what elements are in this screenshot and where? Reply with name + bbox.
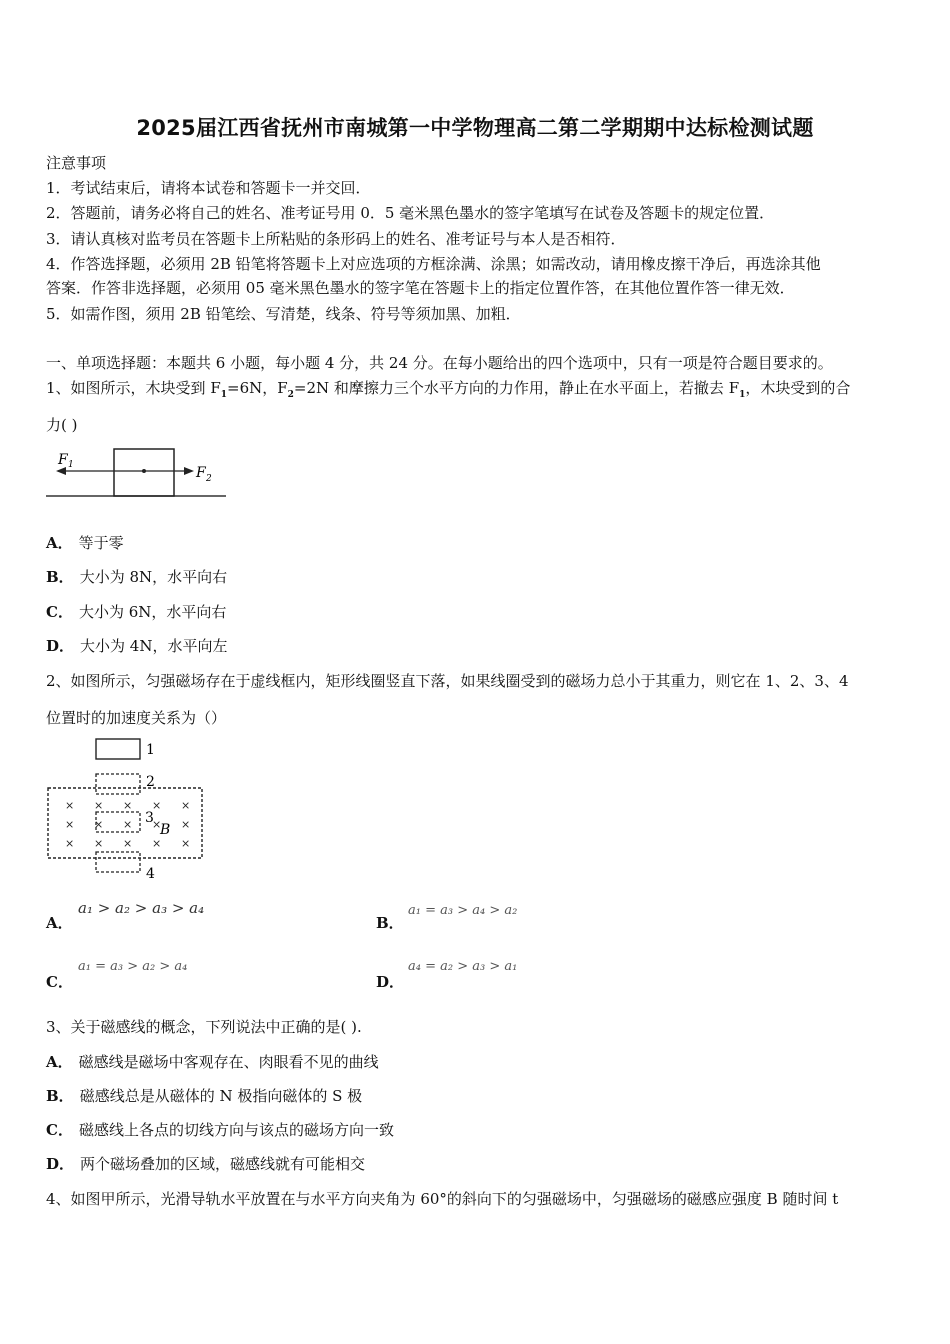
x-mark: × (123, 837, 133, 850)
q2-option-c (46, 971, 79, 992)
q2-figure (44, 734, 214, 884)
q4-stem: 4、如图甲所示，光滑导轨水平放置在与水平方向夹角为 60°的斜向下的匀强磁场中，匀强磁场的磁感应强度 B 随时间 t (46, 1190, 839, 1208)
q2-option-c-formula: a₁ = a₃ > a₂ > a₄ (78, 959, 188, 974)
option-text: 大小为 8N，水平向右 (79, 568, 228, 586)
q3-option-a (46, 1051, 379, 1072)
q1-stem-part: ，木块受到的合 (745, 379, 851, 397)
option-text: 等于零 (78, 534, 124, 552)
x-mark: × (123, 799, 133, 812)
notice-item: 答案．作答非选择题，必须用 05 毫米黑色墨水的签字笔在答题卡上的指定位置作答，在其他位置作答一律无效． (46, 279, 795, 297)
q1-stem-part: =2N 和摩擦力三个水平方向的力作用，静止在水平面上，若撤去 F (293, 379, 740, 397)
q3-stem: 3、关于磁感线的概念，下列说法中正确的是( ). (46, 1018, 362, 1036)
option-letter: A． (46, 914, 73, 932)
q1-option-a (46, 532, 124, 553)
option-letter: B． (376, 914, 404, 932)
x-mark: × (65, 818, 75, 831)
option-letter: C． (46, 973, 73, 991)
option-letter: B． (46, 1087, 74, 1105)
label-position-1: 1 (146, 742, 155, 758)
label-f1: F (58, 452, 68, 468)
x-mark: × (181, 818, 191, 831)
q1-sub: 1 (739, 390, 746, 400)
coil-position-1 (96, 739, 140, 759)
option-letter: C． (46, 603, 73, 621)
q1-option-c (46, 601, 226, 622)
label-f1-sub: 1 (68, 460, 74, 470)
page-title: 2025届江西省抚州市南城第一中学物理高二第二学期期中达标检测试题 (136, 116, 814, 140)
notice-item: 5．如需作图，须用 2B 铅笔绘、写清楚，线条、符号等须加黑、加粗． (46, 305, 521, 323)
x-mark: × (152, 837, 162, 850)
q1-stem (46, 377, 850, 400)
q2-option-a-formula: a₁ > a₂ > a₃ > a₄ (78, 899, 205, 917)
option-text: 磁感线上各点的切线方向与该点的磁场方向一致 (78, 1121, 394, 1139)
q2-option-b-formula: a₁ = a₃ > a₄ > a₂ (408, 903, 518, 918)
option-letter: A． (46, 534, 73, 552)
label-f2: F (196, 465, 206, 481)
notice-item: 2．答题前，请务必将自己的姓名、准考证号用 0．5 毫米黑色墨水的签字笔填写在试卷及答题卡的规定位置． (46, 204, 775, 222)
label-field-b: B (160, 822, 171, 838)
x-mark: × (152, 818, 162, 831)
coil-position-4 (96, 852, 140, 872)
q1-option-b (46, 566, 227, 587)
q2-option-d (376, 971, 410, 992)
option-text: 大小为 4N，水平向左 (80, 637, 228, 655)
label-position-3: 3 (145, 810, 154, 826)
q1-stem-part: =6N，F (227, 379, 288, 397)
q1-stem-part: 1、如图所示，木块受到 F (46, 379, 221, 397)
q1-option-d (46, 635, 227, 656)
x-mark: × (181, 799, 191, 812)
option-text: 大小为 6N，水平向右 (78, 603, 227, 621)
q2-stem-line2: 位置时的加速度关系为（） (46, 709, 227, 727)
notice-item: 1．考试结束后，请将本试卷和答题卡一并交回． (46, 179, 371, 197)
field-x-marks (65, 799, 190, 850)
notice-item: 3．请认真核对监考员在答题卡上所粘贴的条形码上的姓名、准考证号与本人是否相符． (46, 230, 626, 248)
x-mark: × (94, 818, 104, 831)
q3-option-b (46, 1085, 362, 1106)
x-mark: × (152, 799, 162, 812)
q3-option-c (46, 1119, 394, 1140)
label-position-2: 2 (146, 774, 155, 790)
option-letter: A． (46, 1053, 73, 1071)
q2-option-a (46, 912, 79, 933)
q1-figure (44, 444, 230, 500)
notice-heading: 注意事项 (46, 154, 107, 172)
q2-option-b (376, 912, 410, 933)
q1-stem-line2: 力( ) (46, 416, 78, 434)
x-mark: × (94, 799, 104, 812)
option-text: 磁感线是磁场中客观存在、肉眼看不见的曲线 (78, 1053, 379, 1071)
option-letter: C． (46, 1121, 73, 1139)
x-mark: × (181, 837, 191, 850)
section-heading: 一、单项选择题：本题共 6 小题，每小题 4 分，共 24 分。在每小题给出的四个选项中，只有一项是符合题目要求的。 (46, 354, 833, 372)
q2-option-d-formula: a₄ = a₂ > a₃ > a₁ (408, 959, 518, 974)
x-mark: × (65, 837, 75, 850)
force-f1-arrowhead (56, 467, 66, 475)
option-letter: D． (376, 973, 405, 991)
option-letter: D． (46, 637, 75, 655)
option-letter: B． (46, 568, 74, 586)
label-position-4: 4 (146, 866, 155, 882)
label-f2-sub: 2 (206, 474, 212, 484)
x-mark: × (94, 837, 104, 850)
x-mark: × (65, 799, 75, 812)
q1-sub: 1 (220, 390, 227, 400)
notice-item: 4．作答选择题，必须用 2B 铅笔将答题卡上对应选项的方框涂满、涂黑；如需改动，请用橡皮擦干净后，再选涂其他 (46, 255, 821, 273)
q2-stem-line1: 2、如图所示，匀强磁场存在于虚线框内，矩形线圈竖直下落，如果线圈受到的磁场力总小于其重力，则它在 1、2、3、4 (46, 672, 849, 690)
q1-sub: 2 (287, 390, 294, 400)
option-letter: D． (46, 1155, 75, 1173)
option-text: 磁感线总是从磁体的 N 极指向磁体的 S 极 (79, 1087, 363, 1105)
q3-option-d (46, 1153, 365, 1174)
option-text: 两个磁场叠加的区域，磁感线就有可能相交 (80, 1155, 366, 1173)
force-f2-arrowhead (184, 467, 194, 475)
x-mark: × (123, 818, 133, 831)
coil-position-2 (96, 774, 140, 794)
